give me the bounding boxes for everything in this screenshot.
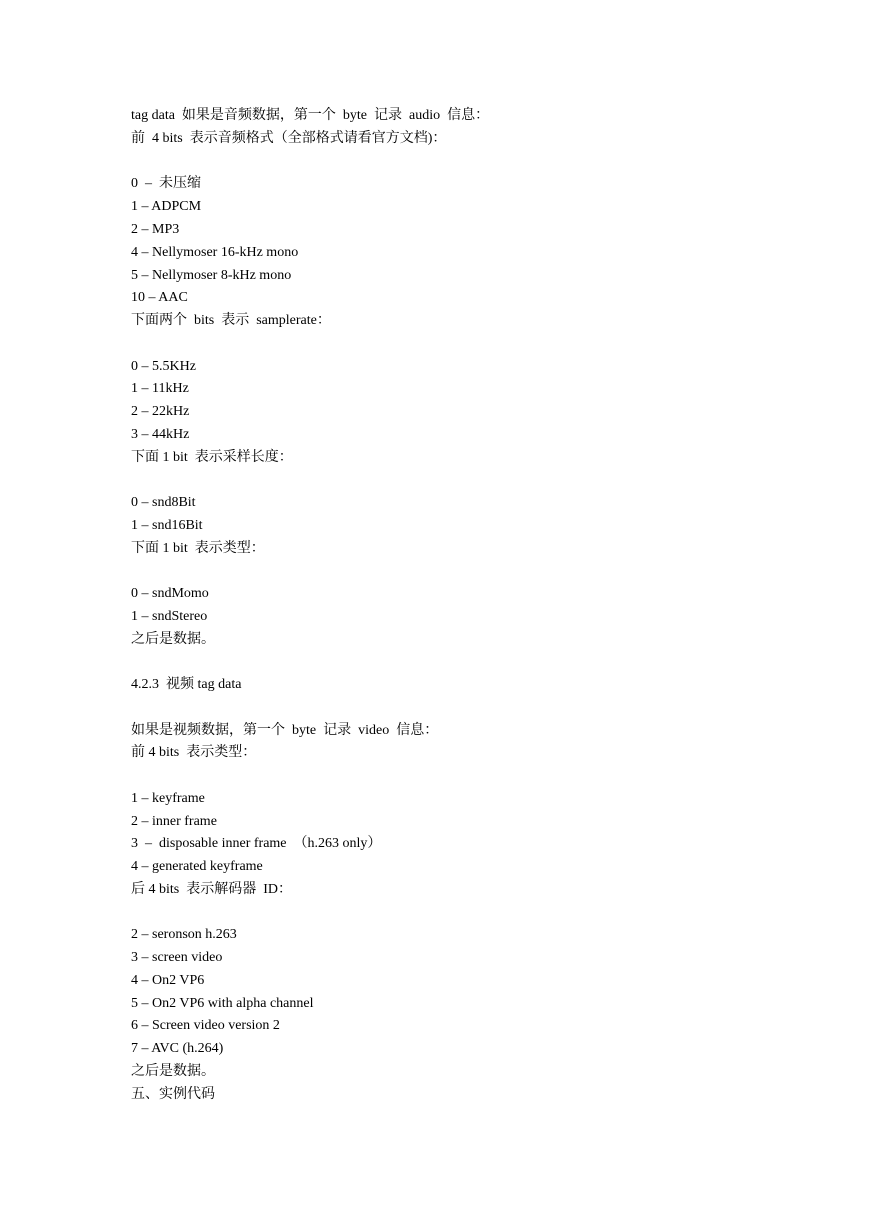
section-five-heading: 五、实例代码 — [131, 1087, 215, 1102]
audio-format-item: 10 – AAC — [131, 290, 188, 305]
sample-length-heading: 下面 1 bit 表示采样长度： — [131, 450, 293, 465]
samplerate-item: 2 – 22kHz — [131, 404, 190, 419]
codec-id-item: 5 – On2 VP6 with alpha channel — [131, 996, 314, 1011]
audio-data-note: 之后是数据。 — [131, 632, 215, 647]
sound-type-item: 0 – sndMomo — [131, 586, 209, 601]
frame-type-item: 3 – disposable inner frame （h.263 only） — [131, 836, 382, 851]
audio-format-item: 1 – ADPCM — [131, 199, 202, 214]
video-tag-section-heading: 4.2.3 视频 tag data — [131, 677, 242, 692]
sound-type-item: 1 – sndStereo — [131, 609, 208, 624]
frame-type-item: 4 – generated keyframe — [131, 859, 263, 874]
codec-id-heading: 后 4 bits 表示解码器 ID： — [131, 882, 292, 897]
audio-format-item: 5 – Nellymoser 8-kHz mono — [131, 268, 292, 283]
frame-type-item: 2 – inner frame — [131, 814, 217, 829]
sample-length-item: 1 – snd16Bit — [131, 518, 203, 533]
frame-type-heading: 前 4 bits 表示类型： — [131, 745, 257, 760]
frame-type-item: 1 – keyframe — [131, 791, 205, 806]
video-data-note: 之后是数据。 — [131, 1064, 215, 1079]
codec-id-item: 3 – screen video — [131, 950, 223, 965]
samplerate-item: 3 – 44kHz — [131, 427, 190, 442]
video-tag-intro: 如果是视频数据，第一个 byte 记录 video 信息： — [131, 723, 439, 738]
sample-length-item: 0 – snd8Bit — [131, 495, 196, 510]
codec-id-item: 4 – On2 VP6 — [131, 973, 205, 988]
audio-format-item: 2 – MP3 — [131, 222, 180, 237]
audio-format-heading: 前 4 bits 表示音频格式（全部格式请看官方文档)： — [131, 131, 447, 146]
sound-type-heading: 下面 1 bit 表示类型： — [131, 541, 265, 556]
audio-format-item: 0 – 未压缩 — [131, 176, 201, 191]
audio-tag-intro: tag data 如果是音频数据，第一个 byte 记录 audio 信息： — [131, 108, 490, 123]
codec-id-item: 2 – seronson h.263 — [131, 927, 237, 942]
samplerate-item: 1 – 11kHz — [131, 381, 189, 396]
samplerate-heading: 下面两个 bits 表示 samplerate： — [131, 313, 331, 328]
samplerate-item: 0 – 5.5KHz — [131, 359, 196, 374]
audio-format-item: 4 – Nellymoser 16-kHz mono — [131, 245, 299, 260]
codec-id-item: 7 – AVC (h.264) — [131, 1041, 224, 1056]
codec-id-item: 6 – Screen video version 2 — [131, 1018, 280, 1033]
